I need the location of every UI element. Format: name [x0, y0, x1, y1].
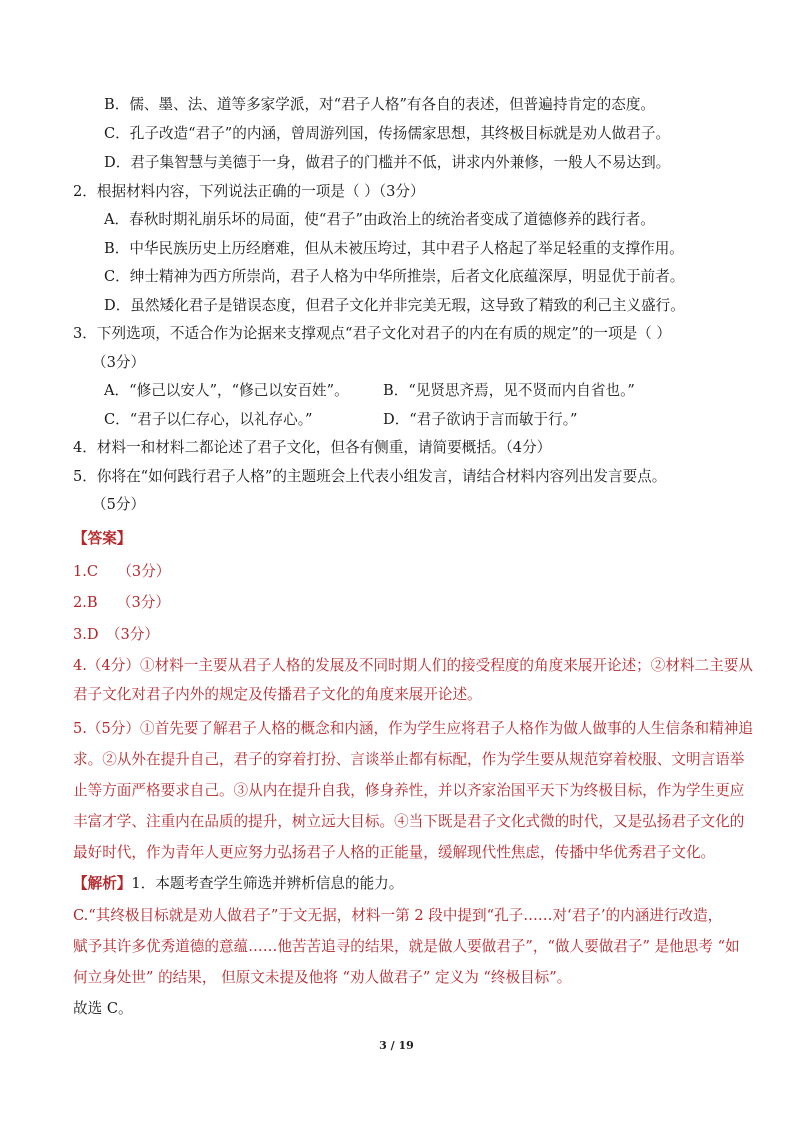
q3-option-b: B．“见贤思齐焉，见不贤而内自省也。”	[383, 382, 635, 399]
answer-5-line: 最好时代，作为青年人更应努力弘扬君子人格的正能量，缓解现代性焦虑，传播中华优秀君子文化。	[73, 844, 716, 861]
q3-option-a: A．“修己以安人”，“修己以安百姓”。	[104, 382, 349, 399]
q2-option-b: B．中华民族历史上历经磨难，但从未被压垮过，其中君子人格起了举足轻重的支撑作用。	[104, 240, 684, 257]
answer-5-line: 求。②从外在提升自己，君子的穿着打扮、言谈举止都有标配，作为学生要从规范穿着校服、文明言语举	[73, 751, 745, 768]
page-number: 3 / 19	[379, 1039, 414, 1052]
q4-stem: 4．材料一和材料二都论述了君子文化，但各有侧重，请简要概括。（4分）	[73, 439, 552, 456]
answer-4-line: 君子文化对君子内外的规定及传播君子文化的角度来展开论述。	[73, 686, 482, 703]
answer-1: 1.C （3分）	[73, 563, 171, 580]
analysis-line: C.“其终极目标就是劝人做君子”于文无据，材料一第 2 段中提到“孔子……对‘君子’的内涵进行改造，	[73, 907, 723, 924]
q5-points: （5分）	[92, 496, 146, 513]
q3-stem: 3．下列选项，不适合作为论据来支撑观点“君子文化对君子的内在有质的规定”的一项是（ ）	[73, 325, 672, 342]
answer-3: 3.D （3分）	[73, 626, 159, 643]
analysis-conclusion: 故选 C。	[73, 1000, 133, 1017]
analysis-line: 赋予其许多优秀道德的意蕴……他苦苦追寻的结果，就是做人要做君子”，“做人要做君子” 是他思考 “如	[73, 938, 740, 955]
analysis-line: 何立身处世” 的结果， 但原文未提及他将 “劝人做君子” 定义为 “终极目标”。	[73, 969, 572, 986]
q1-option-d: D．君子集智慧与美德于一身，做君子的门槛并不低，讲求内外兼修，一般人不易达到。	[104, 154, 671, 171]
q1-option-c: C．孔子改造“君子”的内涵，曾周游列国，传扬儒家思想，其终极目标就是劝人做君子。	[104, 125, 671, 142]
analysis-heading	[73, 874, 403, 894]
answer-2: 2.B （3分）	[73, 594, 170, 611]
answer-4-line: 4.（4分）①材料一主要从君子人格的发展及不同时期人们的接受程度的角度来展开论述；②材料二主要从	[73, 657, 753, 674]
q3-option-c: C．“君子以仁存心，以礼存心。”	[104, 411, 313, 428]
answer-5-line: 丰富才学、注重内在品质的提升，树立远大目标。④当下既是君子文化式微的时代，又是弘扬君子文化的	[73, 813, 745, 830]
answer-5-line: 5.（5分）①首先要了解君子人格的概念和内涵，作为学生应将君子人格作为做人做事的人生信条和精神追	[73, 720, 753, 737]
q2-option-d: D．虽然矮化君子是错误态度，但君子文化并非完美无瑕，这导致了精致的利己主义盛行。	[104, 297, 685, 314]
q3-option-d: D．“君子欲讷于言而敏于行。”	[383, 411, 578, 428]
analysis-label: 【解析】	[73, 875, 132, 892]
q3-points: （3分）	[92, 354, 146, 371]
q2-stem: 2．根据材料内容，下列说法正确的一项是（ ）（3分）	[73, 183, 425, 200]
q1-option-b: B．儒、墨、法、道等多家学派，对“君子人格”有各自的表述，但普遍持肯定的态度。	[104, 96, 656, 113]
q2-option-a: A．春秋时期礼崩乐坏的局面，使“君子”由政治上的统治者变成了道德修养的践行者。	[104, 211, 655, 228]
q5-stem: 5．你将在“如何践行君子人格”的主题班会上代表小组发言，请结合材料内容列出发言要点。	[73, 468, 667, 485]
q2-option-c: C．绅士精神为西方所崇尚，君子人格为中华所推崇，后者文化底蕴深厚，明显优于前者。	[104, 268, 685, 285]
answer-label: 【答案】	[73, 530, 132, 547]
answer-5-line: 止等方面严格要求自己。③从内在提升自我，修身养性，并以齐家治国平天下为终极目标，作为学生更应	[73, 782, 745, 799]
analysis-head: 1．本题考查学生筛选并辨析信息的能力。	[131, 875, 404, 892]
